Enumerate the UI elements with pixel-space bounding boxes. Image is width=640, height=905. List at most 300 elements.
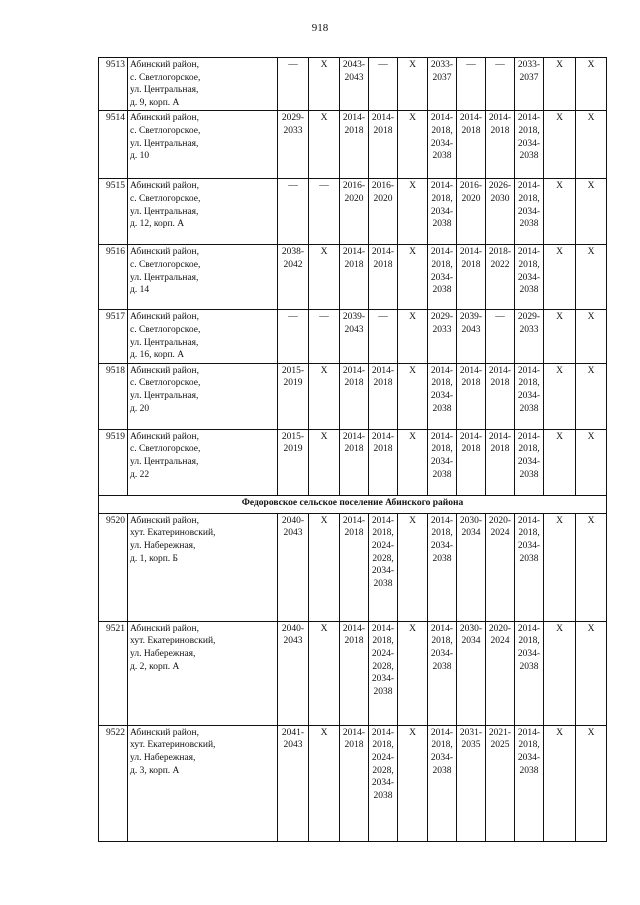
table-row	[99, 429, 607, 495]
schedule-value: Х	[556, 365, 563, 376]
schedule-cell	[278, 725, 309, 841]
schedule-cell	[278, 621, 309, 725]
address-cell	[128, 725, 278, 841]
schedule-value: 2018,	[372, 528, 394, 539]
schedule-cell	[278, 179, 309, 245]
schedule-value: Х	[409, 247, 416, 258]
schedule-value: 2014-	[371, 113, 395, 124]
schedule-value: 2038	[519, 219, 539, 230]
schedule-value: 2024-	[371, 540, 395, 551]
schedule-cell	[309, 179, 340, 245]
schedule-value: 2034-	[371, 778, 395, 789]
schedule-cell	[340, 58, 369, 111]
schedule-value: 2018	[490, 378, 510, 389]
row-number: 9518	[99, 363, 128, 429]
schedule-value: 2034-	[430, 138, 454, 149]
address-line: Абинский район,	[130, 727, 200, 738]
schedule-value: 2034-	[517, 272, 541, 283]
schedule-value: 2034-	[371, 674, 395, 685]
schedule-cell	[398, 363, 428, 429]
address-line: ул. Центральная,	[130, 456, 199, 467]
row-number: 9516	[99, 245, 128, 310]
address-line: с. Светлогорское,	[130, 378, 201, 389]
schedule-value: 2043	[344, 72, 364, 83]
address-line: д. 12, корп. А	[130, 219, 185, 230]
schedule-cell	[576, 179, 607, 245]
schedule-cell	[340, 429, 369, 495]
schedule-value: 2014-	[371, 515, 395, 526]
schedule-cell	[278, 513, 309, 621]
schedule-value: Х	[320, 623, 328, 634]
schedule-value: 2024	[490, 528, 510, 539]
schedule-value: 2037	[432, 72, 452, 83]
schedule-value: 2014-	[488, 113, 512, 124]
schedule-cell	[309, 513, 340, 621]
address-line: д. 20	[130, 403, 150, 414]
schedule-value: 2022	[490, 259, 510, 270]
address-line: ул. Набережная,	[130, 752, 196, 763]
schedule-cell	[544, 111, 576, 179]
schedule-value: 2024	[490, 636, 510, 647]
schedule-value: 2018,	[372, 636, 394, 647]
schedule-value: 2035	[461, 740, 481, 751]
schedule-value: 2034	[461, 636, 481, 647]
schedule-cell	[428, 725, 457, 841]
schedule-value: 2038	[432, 219, 452, 230]
schedule-value: 2038	[519, 151, 539, 162]
address-line: хут. Екатериновский,	[130, 528, 216, 539]
schedule-cell	[428, 621, 457, 725]
table-row	[99, 363, 607, 429]
schedule-value: 2034-	[430, 390, 454, 401]
schedule-cell	[515, 725, 544, 841]
schedule-cell	[515, 179, 544, 245]
schedule-cell	[544, 725, 576, 841]
address-line: с. Светлогорское,	[130, 259, 201, 270]
schedule-value: 2014-	[459, 365, 483, 376]
schedule-value: 2039-	[459, 312, 483, 323]
schedule-value: —	[466, 60, 476, 70]
address-line: д. 3, корп. А	[130, 765, 180, 776]
schedule-value: 2034-	[430, 648, 454, 659]
address-line: д. 2, корп. А	[130, 661, 180, 672]
schedule-value: Х	[320, 365, 328, 376]
address-line: с. Светлогорское,	[130, 193, 201, 204]
schedule-value: 2040-	[281, 515, 305, 526]
page-number: 918	[311, 22, 329, 34]
schedule-cell	[278, 429, 309, 495]
schedule-value: —	[378, 312, 388, 323]
schedule-value: 2033-	[517, 60, 541, 70]
schedule-cell	[576, 310, 607, 363]
schedule-cell	[428, 429, 457, 495]
schedule-value: 2018	[461, 378, 481, 389]
schedule-value: 2030-	[459, 623, 483, 634]
schedule-value: Х	[587, 431, 595, 442]
schedule-value: Х	[587, 727, 595, 738]
schedule-cell	[576, 513, 607, 621]
schedule-value: 2018	[461, 444, 481, 455]
schedule-cell	[309, 58, 340, 111]
schedule-value: Х	[409, 623, 416, 634]
schedule-cell	[515, 310, 544, 363]
schedule-value: 2038	[432, 285, 452, 296]
schedule-value: 2014-	[342, 113, 366, 124]
schedule-cell	[544, 245, 576, 310]
schedule-value: Х	[587, 181, 595, 192]
address-line: Абинский район,	[130, 60, 200, 70]
schedule-cell	[398, 310, 428, 363]
schedule-cell	[486, 725, 515, 841]
address-cell	[128, 111, 278, 179]
schedule-value: Х	[556, 247, 563, 258]
schedule-value: 2018	[373, 125, 393, 136]
schedule-cell	[486, 179, 515, 245]
row-number: 9519	[99, 429, 128, 495]
schedule-value: 2014-	[517, 181, 541, 192]
schedule-cell	[576, 363, 607, 429]
address-line: Абинский район,	[130, 113, 200, 124]
address-line: Абинский район,	[130, 312, 200, 323]
schedule-value: 2038	[432, 469, 452, 480]
schedule-value: 2014-	[342, 247, 366, 258]
schedule-cell	[576, 725, 607, 841]
schedule-value: 2030	[490, 193, 510, 204]
schedule-cell	[398, 621, 428, 725]
row-number: 9521	[99, 621, 128, 725]
schedule-cell	[486, 513, 515, 621]
address-line: ул. Центральная,	[130, 337, 199, 348]
address-line: Абинский район,	[130, 365, 200, 376]
schedule-value: 2014-	[430, 247, 454, 258]
schedule-value: 2014-	[371, 365, 395, 376]
schedule-value: Х	[587, 365, 595, 376]
schedule-cell	[340, 179, 369, 245]
schedule-value: 2018,	[431, 636, 453, 647]
schedule-value: Х	[587, 312, 595, 323]
schedule-value: 2021-	[488, 727, 512, 738]
schedule-value: 2014-	[371, 431, 395, 442]
schedule-cell	[457, 111, 486, 179]
address-cell	[128, 621, 278, 725]
schedule-value: 2014-	[371, 727, 395, 738]
schedule-value: 2034-	[430, 752, 454, 763]
schedule-cell	[515, 58, 544, 111]
schedule-value: Х	[556, 623, 563, 634]
schedule-value: 2014-	[517, 431, 541, 442]
schedule-value: 2014-	[430, 181, 454, 192]
schedule-value: 2043	[461, 324, 481, 335]
schedule-value: 2014-	[430, 623, 454, 634]
schedule-cell	[309, 429, 340, 495]
schedule-value: 2043	[283, 740, 303, 751]
schedule-value: 2014-	[488, 365, 512, 376]
address-cell	[128, 429, 278, 495]
schedule-cell	[369, 179, 398, 245]
schedule-value: Х	[556, 515, 563, 526]
section-title: Федоровское сельское поселение Абинского района	[99, 495, 607, 513]
schedule-value: —	[319, 312, 329, 323]
schedule-value: Х	[556, 60, 563, 70]
schedule-value: 2025	[490, 740, 510, 751]
schedule-value: Х	[409, 113, 416, 124]
schedule-value: 2018,	[372, 740, 394, 751]
schedule-value: 2028,	[372, 553, 394, 564]
schedule-value: 2026-	[488, 181, 512, 192]
address-line: Абинский район,	[130, 181, 200, 192]
schedule-cell	[544, 513, 576, 621]
schedule-value: 2029-	[281, 113, 305, 124]
schedule-cell	[486, 363, 515, 429]
table-row	[99, 725, 607, 841]
address-line: д. 16, корп. А	[130, 350, 185, 361]
schedule-value: 2020	[373, 193, 393, 204]
schedule-value: 2014-	[517, 247, 541, 258]
schedule-value: 2014-	[342, 515, 366, 526]
address-line: ул. Набережная,	[130, 540, 196, 551]
schedule-value: Х	[320, 431, 328, 442]
capital-repair-schedule-table	[98, 57, 607, 842]
schedule-value: 2018,	[518, 740, 540, 751]
address-cell	[128, 58, 278, 111]
schedule-value: Х	[556, 181, 563, 192]
schedule-cell	[428, 111, 457, 179]
schedule-cell	[340, 111, 369, 179]
schedule-cell	[544, 429, 576, 495]
address-line: ул. Набережная,	[130, 648, 196, 659]
schedule-cell	[309, 621, 340, 725]
schedule-cell	[398, 513, 428, 621]
address-line: Абинский район,	[130, 515, 200, 526]
schedule-value: 2018-	[488, 247, 512, 258]
schedule-value: 2038	[519, 553, 539, 564]
schedule-cell	[486, 58, 515, 111]
schedule-value: 2014-	[517, 727, 541, 738]
schedule-value: 2038	[373, 790, 393, 801]
schedule-value: 2029-	[517, 312, 541, 323]
schedule-cell	[340, 245, 369, 310]
schedule-value: —	[288, 60, 298, 70]
schedule-value: 2014-	[430, 515, 454, 526]
schedule-value: 2038	[432, 151, 452, 162]
schedule-value: 2014-	[430, 113, 454, 124]
table-row	[99, 513, 607, 621]
schedule-value: Х	[409, 515, 416, 526]
schedule-value: 2043	[283, 636, 303, 647]
row-number: 9522	[99, 725, 128, 841]
schedule-cell	[369, 363, 398, 429]
schedule-cell	[544, 363, 576, 429]
schedule-value: 2034-	[517, 648, 541, 659]
schedule-cell	[369, 621, 398, 725]
schedule-value: 2018	[490, 125, 510, 136]
schedule-value: 2043-	[342, 60, 366, 70]
schedule-cell	[544, 58, 576, 111]
schedule-cell	[428, 363, 457, 429]
schedule-cell	[428, 513, 457, 621]
table-row	[99, 310, 607, 363]
schedule-value: 2018,	[431, 259, 453, 270]
address-line: д. 10	[130, 151, 150, 162]
table-row	[99, 621, 607, 725]
schedule-value: 2037	[519, 72, 539, 83]
schedule-cell	[457, 725, 486, 841]
schedule-value: 2016-	[342, 181, 366, 192]
schedule-cell	[515, 429, 544, 495]
schedule-value: 2038	[432, 553, 452, 564]
schedule-value: 2018,	[518, 444, 540, 455]
schedule-cell	[369, 245, 398, 310]
schedule-value: Х	[587, 113, 595, 124]
schedule-value: Х	[409, 60, 416, 70]
address-line: Абинский район,	[130, 431, 200, 442]
schedule-cell	[457, 363, 486, 429]
schedule-cell	[457, 621, 486, 725]
schedule-value: Х	[320, 515, 328, 526]
schedule-value: 2014-	[517, 515, 541, 526]
schedule-cell	[369, 429, 398, 495]
schedule-value: 2014-	[517, 113, 541, 124]
schedule-cell	[515, 621, 544, 725]
address-line: д. 22	[130, 469, 150, 480]
schedule-value: 2020-	[488, 623, 512, 634]
schedule-cell	[369, 310, 398, 363]
schedule-cell	[457, 429, 486, 495]
schedule-cell	[576, 58, 607, 111]
schedule-value: 2014-	[517, 623, 541, 634]
schedule-value: 2014-	[459, 431, 483, 442]
schedule-value: 2034-	[517, 206, 541, 217]
schedule-cell	[576, 429, 607, 495]
schedule-value: 2018,	[431, 444, 453, 455]
schedule-value: 2033	[519, 324, 539, 335]
address-line: ул. Центральная,	[130, 206, 199, 217]
schedule-cell	[428, 245, 457, 310]
schedule-value: 2038	[373, 578, 393, 589]
schedule-value: 2029-	[430, 312, 454, 323]
table-row	[99, 179, 607, 245]
schedule-value: 2034-	[430, 272, 454, 283]
address-line: ул. Центральная,	[130, 390, 199, 401]
schedule-cell	[398, 725, 428, 841]
address-cell	[128, 310, 278, 363]
schedule-cell	[398, 111, 428, 179]
schedule-value: Х	[409, 431, 416, 442]
schedule-value: 2014-	[371, 623, 395, 634]
address-cell	[128, 363, 278, 429]
schedule-value: 2018,	[518, 378, 540, 389]
schedule-value: 2042	[283, 259, 303, 270]
table-row	[99, 58, 607, 111]
schedule-cell	[457, 245, 486, 310]
table-row	[99, 111, 607, 179]
schedule-value: 2014-	[459, 247, 483, 258]
row-number: 9520	[99, 513, 128, 621]
schedule-value: 2014-	[430, 431, 454, 442]
schedule-cell	[340, 513, 369, 621]
schedule-cell	[309, 310, 340, 363]
schedule-value: 2014-	[342, 365, 366, 376]
address-cell	[128, 513, 278, 621]
schedule-cell	[369, 111, 398, 179]
schedule-cell	[340, 725, 369, 841]
schedule-cell	[544, 621, 576, 725]
schedule-value: 2038	[519, 661, 539, 672]
schedule-value: Х	[320, 727, 328, 738]
schedule-value: 2014-	[517, 365, 541, 376]
schedule-value: 2018,	[518, 528, 540, 539]
schedule-value: 2014-	[371, 247, 395, 258]
schedule-value: Х	[556, 431, 563, 442]
schedule-cell	[278, 363, 309, 429]
schedule-value: 2034-	[371, 566, 395, 577]
schedule-value: 2014-	[430, 365, 454, 376]
address-line: хут. Екатериновский,	[130, 740, 216, 751]
row-number: 9514	[99, 111, 128, 179]
address-line: с. Светлогорское,	[130, 72, 201, 83]
schedule-value: 2018	[344, 740, 364, 751]
schedule-value: 2024-	[371, 752, 395, 763]
schedule-cell	[515, 245, 544, 310]
schedule-value: 2018,	[518, 636, 540, 647]
schedule-cell	[309, 725, 340, 841]
schedule-value: 2031-	[459, 727, 483, 738]
schedule-value: 2018,	[431, 125, 453, 136]
schedule-cell	[340, 310, 369, 363]
schedule-value: 2038	[519, 765, 539, 776]
schedule-cell	[309, 363, 340, 429]
schedule-value: 2028,	[372, 765, 394, 776]
schedule-value: 2016-	[459, 181, 483, 192]
schedule-value: 2014-	[459, 113, 483, 124]
schedule-value: 2024-	[371, 648, 395, 659]
schedule-cell	[278, 111, 309, 179]
rows-after-section	[99, 513, 607, 841]
schedule-value: 2018	[344, 378, 364, 389]
schedule-value: 2040-	[281, 623, 305, 634]
schedule-cell	[398, 245, 428, 310]
schedule-value: 2034-	[517, 752, 541, 763]
schedule-value: 2038	[432, 403, 452, 414]
schedule-value: Х	[587, 247, 595, 258]
schedule-cell	[428, 179, 457, 245]
schedule-cell	[369, 725, 398, 841]
address-line: ул. Центральная,	[130, 272, 199, 283]
schedule-cell	[278, 245, 309, 310]
schedule-value: 2033	[283, 125, 303, 136]
schedule-value: 2033	[432, 324, 452, 335]
schedule-cell	[515, 513, 544, 621]
schedule-cell	[486, 111, 515, 179]
schedule-value: 2038	[432, 661, 452, 672]
schedule-cell	[369, 513, 398, 621]
schedule-cell	[398, 58, 428, 111]
address-line: д. 1, корп. Б	[130, 553, 179, 564]
schedule-value: 2030-	[459, 515, 483, 526]
schedule-value: 2038	[519, 403, 539, 414]
schedule-cell	[457, 310, 486, 363]
schedule-value: —	[319, 181, 329, 192]
schedule-value: —	[495, 312, 505, 323]
schedule-value: 2014-	[342, 431, 366, 442]
schedule-cell	[486, 621, 515, 725]
schedule-value: 2034-	[430, 456, 454, 467]
schedule-value: 2020-	[488, 515, 512, 526]
schedule-cell	[576, 621, 607, 725]
schedule-value: 2018	[461, 259, 481, 270]
schedule-value: 2019	[283, 378, 303, 389]
row-number: 9515	[99, 179, 128, 245]
